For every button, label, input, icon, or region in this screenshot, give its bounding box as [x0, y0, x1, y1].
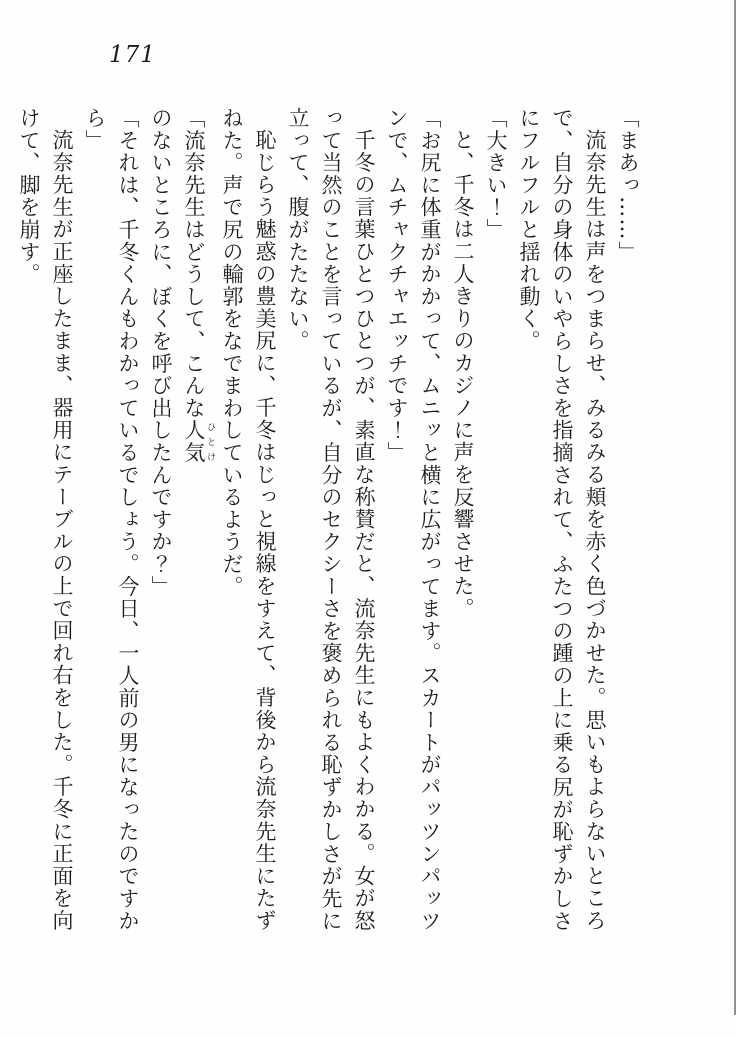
paragraph: 「まあっ……」: [616, 107, 640, 264]
paragraph: 千冬の言葉ひとつひとつが、素直な称賛だと、流奈先生にもよくわかる。女が怒って当然のことを言っているが、自分のセクシーさを褒められる恥ずかしさが先に立って、腹がたたない。: [286, 107, 376, 933]
vertical-text-body: [12, 107, 644, 953]
paragraph: 流奈先生が正座したまま、器用にテーブルの上で回れ右をした。千冬に正面を向けて、脚を崩す。: [17, 107, 74, 932]
paragraph: 「それは、千冬くんもわかっているでしょう。今日、一人前の男になったのですから」: [83, 107, 140, 933]
paragraph: と、千冬は二人きりのカジノに声を反響させた。: [451, 129, 475, 620]
paragraph: 流奈先生は声をつまらせ、みるみる頬を赤く色づかせた。思いもよらないところで、自分の身体のいやらしさを指摘されて、ふたつの踵の上に乗る尻が恥ずかしさにフルフルと揺れ動く。: [517, 107, 607, 933]
paragraph: 「大きい！」: [484, 107, 508, 241]
paragraph: 「流奈先生はどうして、こんな人気 ひとけのないところに、ぼくを呼び出したんですか？」: [149, 107, 215, 598]
paragraph: 「お尻に体重がかかって、ムニッと横に広がってます。スカートがパッツンパッツンで、ムチャクチャエッチです！」: [385, 107, 442, 933]
paragraph: 恥じらう魅惑の豊美尻に、千冬はじっと視線をすえて、背後から流奈先生にたずねた。声で尻の輪郭をなでまわしているようだ。: [220, 107, 277, 932]
page-number: 171: [109, 42, 156, 68]
ruby-annotation: 人気 ひとけ: [182, 419, 215, 464]
